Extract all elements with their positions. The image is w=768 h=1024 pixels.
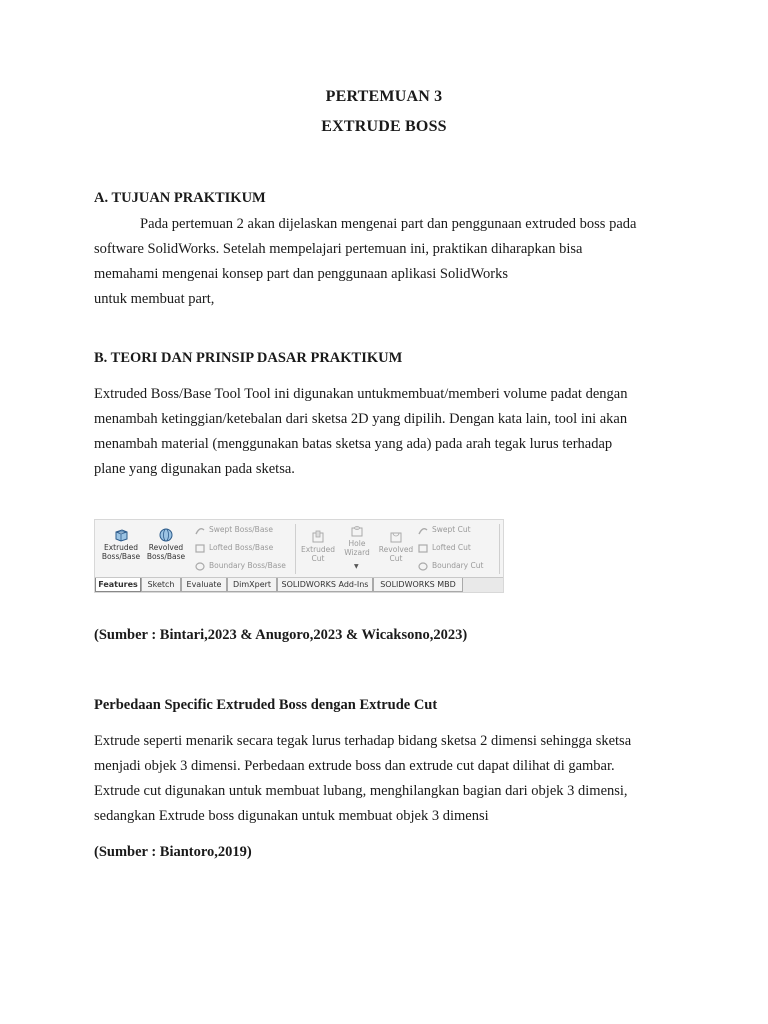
section-b-paragraph	[94, 382, 684, 482]
paragraph-line: menambah material (menggunakan batas sketsa yang ada) pada arah tegak lurus terhadap	[94, 436, 613, 452]
revolved-cut-icon	[388, 530, 404, 544]
swept-cut-icon	[418, 526, 428, 535]
paragraph-line: Extrude seperti menarik secara tegak lurus terhadap bidang sketsa 2 dimensi sehingga sketsa	[94, 733, 632, 749]
section-c-heading: Perbedaan Specific Extruded Boss dengan Extrude Cut	[94, 697, 438, 713]
tab-dimxpert: DimXpert	[227, 578, 277, 592]
boundary-cut-icon	[418, 562, 428, 571]
hole-wizard-label-2: Wizard	[344, 547, 370, 557]
swept-boss-label: Swept Boss/Base	[209, 525, 273, 534]
lofted-boss-icon	[195, 544, 205, 553]
tab-evaluate: Evaluate	[181, 578, 227, 592]
extruded-boss-tool	[101, 528, 141, 561]
paragraph-line: menambah ketinggian/ketebalan dari sketsa 2D yang dipilih. Dengan kata lain, tool ini akan	[94, 411, 628, 427]
paragraph-line: plane yang digunakan pada sketsa.	[94, 461, 295, 477]
revolved-boss-tool	[145, 528, 187, 561]
revolved-boss-icon	[158, 528, 174, 542]
hole-wizard-tool	[339, 524, 375, 557]
lofted-boss-tool	[195, 543, 273, 553]
revolved-cut-label-2: Cut	[389, 553, 403, 563]
section-c-source: (Sumber : Biantoro,2019)	[94, 844, 252, 860]
boundary-boss-tool	[195, 561, 286, 571]
section-a-paragraph	[94, 212, 684, 312]
paragraph-line: untuk membuat part,	[94, 291, 215, 307]
swept-cut-label: Swept Cut	[432, 525, 471, 534]
hole-wizard-label-1: Hole	[348, 539, 366, 548]
lofted-cut-icon	[418, 544, 428, 553]
toolbar-divider	[499, 524, 500, 574]
paragraph-line: Extruded Boss/Base Tool Tool ini digunakan untukmembuat/memberi volume padat dengan	[94, 386, 628, 402]
lofted-cut-label: Lofted Cut	[432, 543, 471, 552]
hole-wizard-icon	[349, 524, 365, 538]
lofted-boss-label: Lofted Boss/Base	[209, 543, 274, 552]
toolbar-tab-strip	[95, 577, 504, 593]
paragraph-line: menjadi objek 3 dimensi. Perbedaan extrude boss dan extrude cut dapat dilihat di gambar.	[94, 758, 615, 774]
document-subtitle: EXTRUDE BOSS	[321, 118, 447, 135]
lofted-cut-tool	[418, 543, 471, 553]
extruded-boss-label-2: Boss/Base	[101, 551, 141, 561]
swept-boss-icon	[195, 526, 205, 535]
hole-wizard-dropdown-icon: ▼	[354, 563, 359, 570]
extruded-cut-label-1: Extruded	[300, 545, 336, 554]
revolved-cut-label-1: Revolved	[378, 545, 414, 554]
document-title: PERTEMUAN 3	[325, 88, 443, 105]
swept-boss-tool	[195, 525, 273, 535]
section-c-paragraph	[94, 729, 684, 829]
tab-solidworks-mbd: SOLIDWORKS MBD	[373, 578, 463, 592]
extruded-cut-icon	[310, 530, 326, 544]
extruded-cut-label-2: Cut	[311, 553, 325, 563]
toolbar-divider	[295, 524, 296, 574]
extruded-boss-label-1: Extruded	[103, 543, 139, 552]
paragraph-line: sedangkan Extrude boss digunakan untuk membuat objek 3 dimensi	[94, 808, 489, 824]
revolved-boss-label-2: Boss/Base	[146, 551, 186, 561]
boundary-boss-icon	[195, 562, 205, 571]
extruded-cut-tool	[299, 530, 337, 563]
solidworks-toolbar-image	[94, 519, 504, 593]
extruded-boss-icon	[113, 528, 129, 542]
section-b-source: (Sumber : Bintari,2023 & Anugoro,2023 & Wicaksono,2023)	[94, 627, 468, 643]
swept-cut-tool	[418, 525, 471, 535]
paragraph-line: memahami mengenai konsep part dan penggunaan aplikasi SolidWorks	[94, 266, 508, 282]
section-a-heading: A. TUJUAN PRAKTIKUM	[94, 190, 266, 206]
boundary-cut-tool	[418, 561, 483, 571]
paragraph-line: Pada pertemuan 2 akan dijelaskan mengenai part dan penggunaan extruded boss pada	[140, 216, 637, 232]
toolbar-ribbon	[95, 520, 504, 578]
boundary-boss-label: Boundary Boss/Base	[209, 561, 286, 570]
paragraph-line: Extrude cut digunakan untuk membuat lubang, menghilangkan bagian dari objek 3 dimensi,	[94, 783, 628, 799]
section-b-heading: B. TEORI DAN PRINSIP DASAR PRAKTIKUM	[94, 350, 403, 366]
revolved-cut-tool	[377, 530, 415, 563]
tab-sketch: Sketch	[141, 578, 181, 592]
paragraph-line: software SolidWorks. Setelah mempelajari pertemuan ini, praktikan diharapkan bisa	[94, 241, 583, 257]
tab-features: Features	[95, 578, 141, 592]
revolved-boss-label-1: Revolved	[148, 543, 184, 552]
tab-solidworks-add-ins: SOLIDWORKS Add-Ins	[277, 578, 373, 592]
boundary-cut-label: Boundary Cut	[432, 561, 484, 570]
